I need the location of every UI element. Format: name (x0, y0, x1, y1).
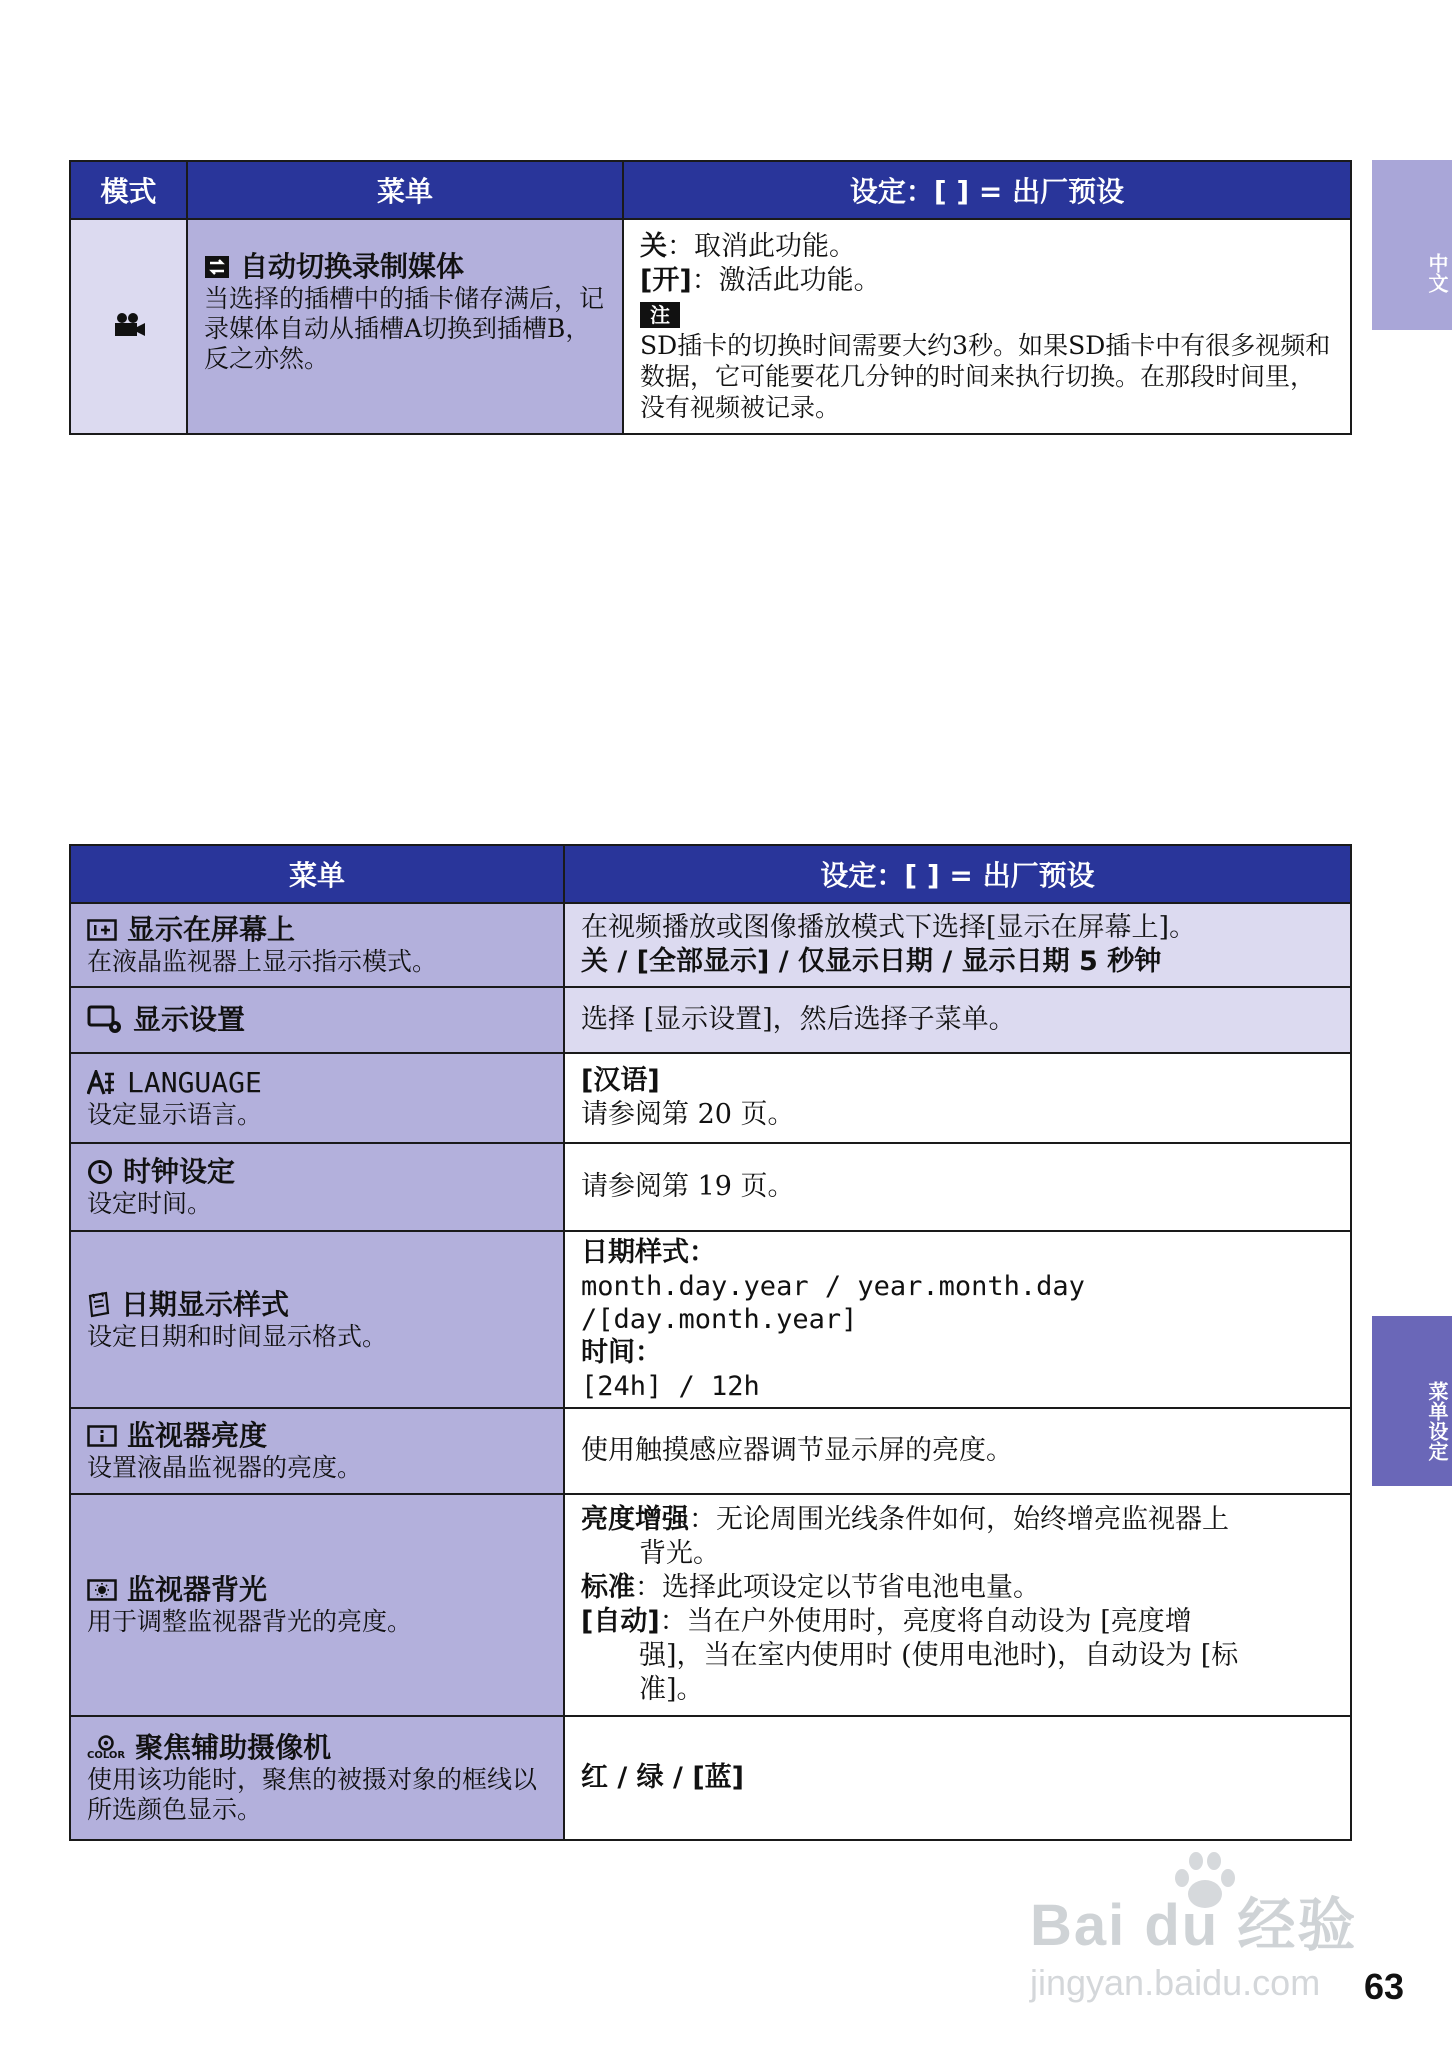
date-style-label: 日期样式： (581, 1237, 716, 1268)
setting-cell (564, 1231, 1351, 1408)
option-boost-text: ：无论周围光线条件如何，始终增亮监视器上 (689, 1504, 1229, 1535)
menu-title: 日期显示样式 (121, 1287, 290, 1321)
table-row (70, 1053, 1351, 1143)
time-options[interactable]: [24h] / 12h (581, 1371, 760, 1402)
menu-cell[interactable] (70, 1231, 564, 1408)
brightness-icon (87, 1425, 117, 1447)
option-on-label[interactable]: [开] (640, 265, 692, 296)
header-mode: 模式 (70, 161, 187, 219)
menu-cell[interactable] (70, 1494, 564, 1716)
menu-title: LANGUAGE (127, 1066, 262, 1099)
table-row (70, 1494, 1351, 1716)
note-badge: 注 (640, 302, 680, 328)
menu-desc: 当选择的插槽中的插卡储存满后，记录媒体自动从插槽A切换到插槽B，反之亦然。 (204, 284, 605, 373)
watermark-url: jingyan.baidu.com (1030, 1962, 1321, 2003)
menu-cell[interactable] (70, 1408, 564, 1494)
option-auto-text-cont: 强]，当在室内使用时 (使用电池时)，自动设为 [标 (639, 1640, 1239, 1671)
menu-title: 监视器背光 (127, 1573, 268, 1606)
mode-cell (70, 219, 187, 434)
option-boost-text-cont: 背光。 (639, 1538, 720, 1569)
table-row (70, 1716, 1351, 1840)
date-style-icon (87, 1291, 111, 1319)
time-label: 时间： (581, 1337, 662, 1368)
display-menu-table (69, 844, 1352, 1841)
setting-text: 请参阅第 20 页。 (581, 1099, 795, 1130)
menu-cell[interactable] (70, 1716, 564, 1840)
page-number: 63 (1364, 1966, 1405, 2007)
option-boost-label[interactable]: 亮度增强 (581, 1504, 689, 1535)
table-row (70, 1408, 1351, 1494)
menu-title: 显示设置 (133, 1003, 246, 1036)
menu-title: 聚焦辅助摄像机 (135, 1731, 332, 1764)
setting-cell (564, 903, 1351, 987)
table-header-row (70, 161, 1351, 219)
setting-cell (564, 1494, 1351, 1716)
date-style-options[interactable]: month.day.year / year.month.day /[day.month.year] (581, 1271, 1085, 1335)
menu-desc: 用于调整监视器背光的亮度。 (87, 1607, 413, 1636)
menu-title: 监视器亮度 (127, 1419, 268, 1452)
option-standard-text: ：选择此项设定以节省电池电量。 (635, 1572, 1040, 1603)
menu-cell[interactable] (187, 219, 623, 434)
menu-cell[interactable] (70, 903, 564, 987)
setting-cell (564, 1408, 1351, 1494)
setting-default[interactable]: [汉语] (581, 1065, 660, 1096)
setting-cell (564, 1053, 1351, 1143)
side-tab-language[interactable] (1372, 160, 1452, 330)
setting-text: 使用触摸感应器调节显示屏的亮度。 (581, 1435, 1013, 1466)
setting-options[interactable]: 红 / 绿 / [蓝] (581, 1762, 745, 1793)
menu-desc: 设定时间。 (87, 1189, 213, 1218)
menu-title: 显示在屏幕上 (127, 913, 296, 946)
watermark-brand: Bai du 经验 (1030, 1893, 1358, 1958)
menu-title: 时钟设定 (123, 1155, 236, 1188)
menu-cell[interactable] (70, 987, 564, 1053)
option-on-text: ：激活此功能。 (691, 265, 881, 296)
table-row (70, 987, 1351, 1053)
side-tab-section[interactable] (1372, 1316, 1452, 1486)
header-setting: 设定：[ ] = 出厂预设 (623, 161, 1351, 219)
menu-desc: 在液晶监视器上显示指示模式。 (87, 947, 438, 976)
focus-assist-icon-text: COLOR (87, 1750, 126, 1761)
menu-desc: 使用该功能时，聚焦的被摄对象的框线以所选颜色显示。 (87, 1765, 538, 1824)
option-auto-text: ：当在户外使用时，亮度将自动设为 [亮度增 (659, 1606, 1192, 1637)
table-header-row (70, 845, 1351, 903)
option-off-label[interactable]: 关 (640, 231, 667, 262)
focus-assist-color-icon (87, 1735, 125, 1761)
clock-icon (87, 1159, 113, 1185)
media-switch-icon (204, 255, 230, 279)
language-icon (87, 1070, 117, 1096)
option-standard-label[interactable]: 标准 (581, 1572, 635, 1603)
header-menu: 菜单 (70, 845, 564, 903)
table-row (70, 1231, 1351, 1408)
side-tab-section-label: 菜单设定 (1425, 1381, 1449, 1461)
mode-menu-table (69, 160, 1352, 435)
menu-desc: 设定日期和时间显示格式。 (87, 1321, 388, 1351)
option-auto-label[interactable]: [自动] (581, 1606, 660, 1637)
table-row (70, 903, 1351, 987)
setting-text: 请参阅第 19 页。 (581, 1171, 795, 1202)
setting-cell (564, 987, 1351, 1053)
menu-title: 自动切换录制媒体 (240, 250, 465, 283)
backlight-icon (87, 1579, 117, 1601)
menu-desc: 设置液晶监视器的亮度。 (87, 1453, 363, 1482)
setting-text: 在视频播放或图像播放模式下选择[显示在屏幕上]。 (581, 912, 1197, 943)
table-row (70, 219, 1351, 434)
setting-text: 选择 [显示设置]，然后选择子菜单。 (581, 1004, 1016, 1035)
option-off-text: ：取消此功能。 (667, 231, 856, 262)
menu-desc: 设定显示语言。 (87, 1100, 263, 1129)
display-settings-icon (87, 1005, 123, 1035)
setting-options[interactable]: 关 / [全部显示] / 仅显示日期 / 显示日期 5 秒钟 (581, 946, 1162, 977)
option-auto-text-cont2: 准]。 (639, 1674, 704, 1705)
side-tab-language-label: 中文 (1425, 253, 1449, 293)
table-row (70, 1143, 1351, 1231)
display-info-icon (87, 919, 117, 941)
note-text: SD插卡的切换时间需要大约3秒。如果SD插卡中有很多视频和数据，它可能要花几分钟的时间来执行切换。在那段时间里，没有视频被记录。 (640, 331, 1331, 422)
menu-cell[interactable] (70, 1143, 564, 1231)
setting-cell (623, 219, 1351, 434)
setting-cell (564, 1716, 1351, 1840)
menu-cell[interactable] (70, 1053, 564, 1143)
setting-cell (564, 1143, 1351, 1231)
header-setting: 设定：[ ] = 出厂预设 (564, 845, 1351, 903)
video-camera-icon (112, 312, 146, 338)
header-menu: 菜单 (187, 161, 623, 219)
